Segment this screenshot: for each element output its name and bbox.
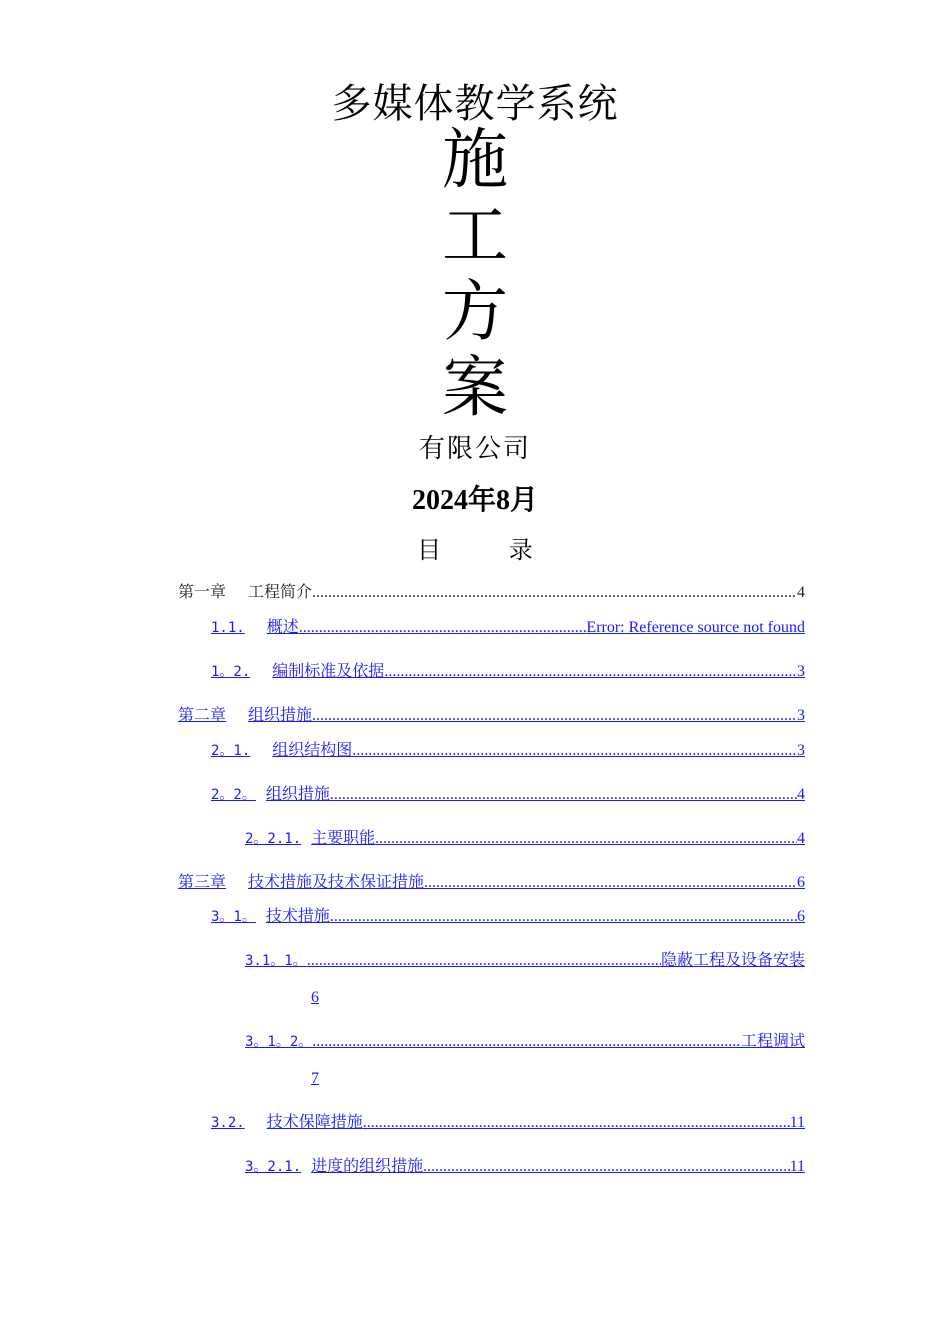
toc-leader [384,662,797,682]
toc-number: 第一章 [178,584,227,601]
toc-page: Error: Reference source not found [586,619,805,636]
toc-page: 3 [797,707,805,724]
toc-text: 技术保障措施 [266,1114,363,1131]
cover-char-3: 方 [442,273,508,350]
toc-entry-1-1[interactable] [211,618,805,638]
toc-number: 3。1。2。 [245,1034,313,1050]
toc-leader [423,1157,789,1177]
toc-text: 组织措施 [248,707,313,724]
toc-leader [352,741,797,761]
toc-page: 6 [797,908,805,925]
toc-leader [330,785,797,805]
toc-number: 2。1. [211,743,251,759]
toc-leader [375,829,797,849]
toc-entry-2-2[interactable] [211,785,805,805]
toc-entry-1-2[interactable] [211,662,805,682]
toc-text: 工程简介 [248,584,313,601]
toc-entry-chapter-1[interactable] [178,583,805,603]
toc-entry-3-1[interactable] [211,907,805,927]
toc-text: 概述 [266,619,299,636]
toc-entry-3-1-2[interactable] [245,1032,805,1052]
toc-leader [312,706,797,726]
document-title: 多媒体教学系统 [331,81,619,127]
toc-page: 6 [797,874,805,891]
cover-char-1: 施 [442,121,508,198]
toc-text: 组织结构图 [272,742,353,759]
toc-text: 组织措施 [265,786,330,803]
toc-number: 3.2. [211,1115,245,1131]
toc-leader [424,873,797,893]
toc-page: 11 [789,1114,805,1131]
toc-leader [330,907,797,927]
toc-number: 第三章 [178,874,227,891]
toc-page: 11 [789,1158,805,1175]
toc-page: 3 [797,742,805,759]
toc-leader [307,951,661,971]
cover-char-4: 案 [442,349,508,426]
toc-page: 4 [797,786,805,803]
toc-text: 主要职能 [311,830,376,847]
document-date: 2024年8月 [411,485,538,516]
toc-entry-chapter-3[interactable] [178,873,805,893]
toc-entry-3-1-1[interactable] [245,951,805,971]
company-name: 有限公司 [418,434,531,464]
toc-page-wrapped[interactable]: 7 [311,1070,319,1087]
toc-entry-chapter-2[interactable] [178,706,805,726]
toc-text: 进度的组织措施 [311,1158,424,1175]
toc-text: 技术措施及技术保证措施 [248,874,425,891]
toc-number: 1。2. [211,664,251,680]
toc-number: 1.1. [211,620,245,636]
toc-number: 3.1。1。 [245,953,307,969]
toc-number: 3。2.1. [245,1159,302,1175]
toc-page: 4 [797,584,805,601]
toc-leader [312,1032,741,1052]
toc-text: 编制标准及依据 [272,663,385,680]
cover-char-2: 工 [442,197,508,274]
toc-entry-3-2-1[interactable] [245,1157,805,1177]
toc-number: 2。2。 [211,787,256,803]
toc-leader [363,1113,790,1133]
toc-number: 3。1。 [211,909,256,925]
toc-text: 工程调试 [740,1033,805,1050]
toc-page: 3 [797,663,805,680]
toc-page: 4 [797,830,805,847]
toc-page-wrapped[interactable]: 6 [311,989,319,1006]
toc-number: 第二章 [178,707,227,724]
toc-leader [312,583,797,603]
toc-entry-2-1[interactable] [211,741,805,761]
toc-number: 2。2.1. [245,831,302,847]
toc-entry-3-2[interactable] [211,1113,805,1133]
toc-leader [299,618,587,638]
toc-heading: 目 录 [417,536,563,564]
toc-entry-2-2-1[interactable] [245,829,805,849]
toc-text: 隐蔽工程及设备安装 [660,952,805,969]
toc-text: 技术措施 [265,908,330,925]
